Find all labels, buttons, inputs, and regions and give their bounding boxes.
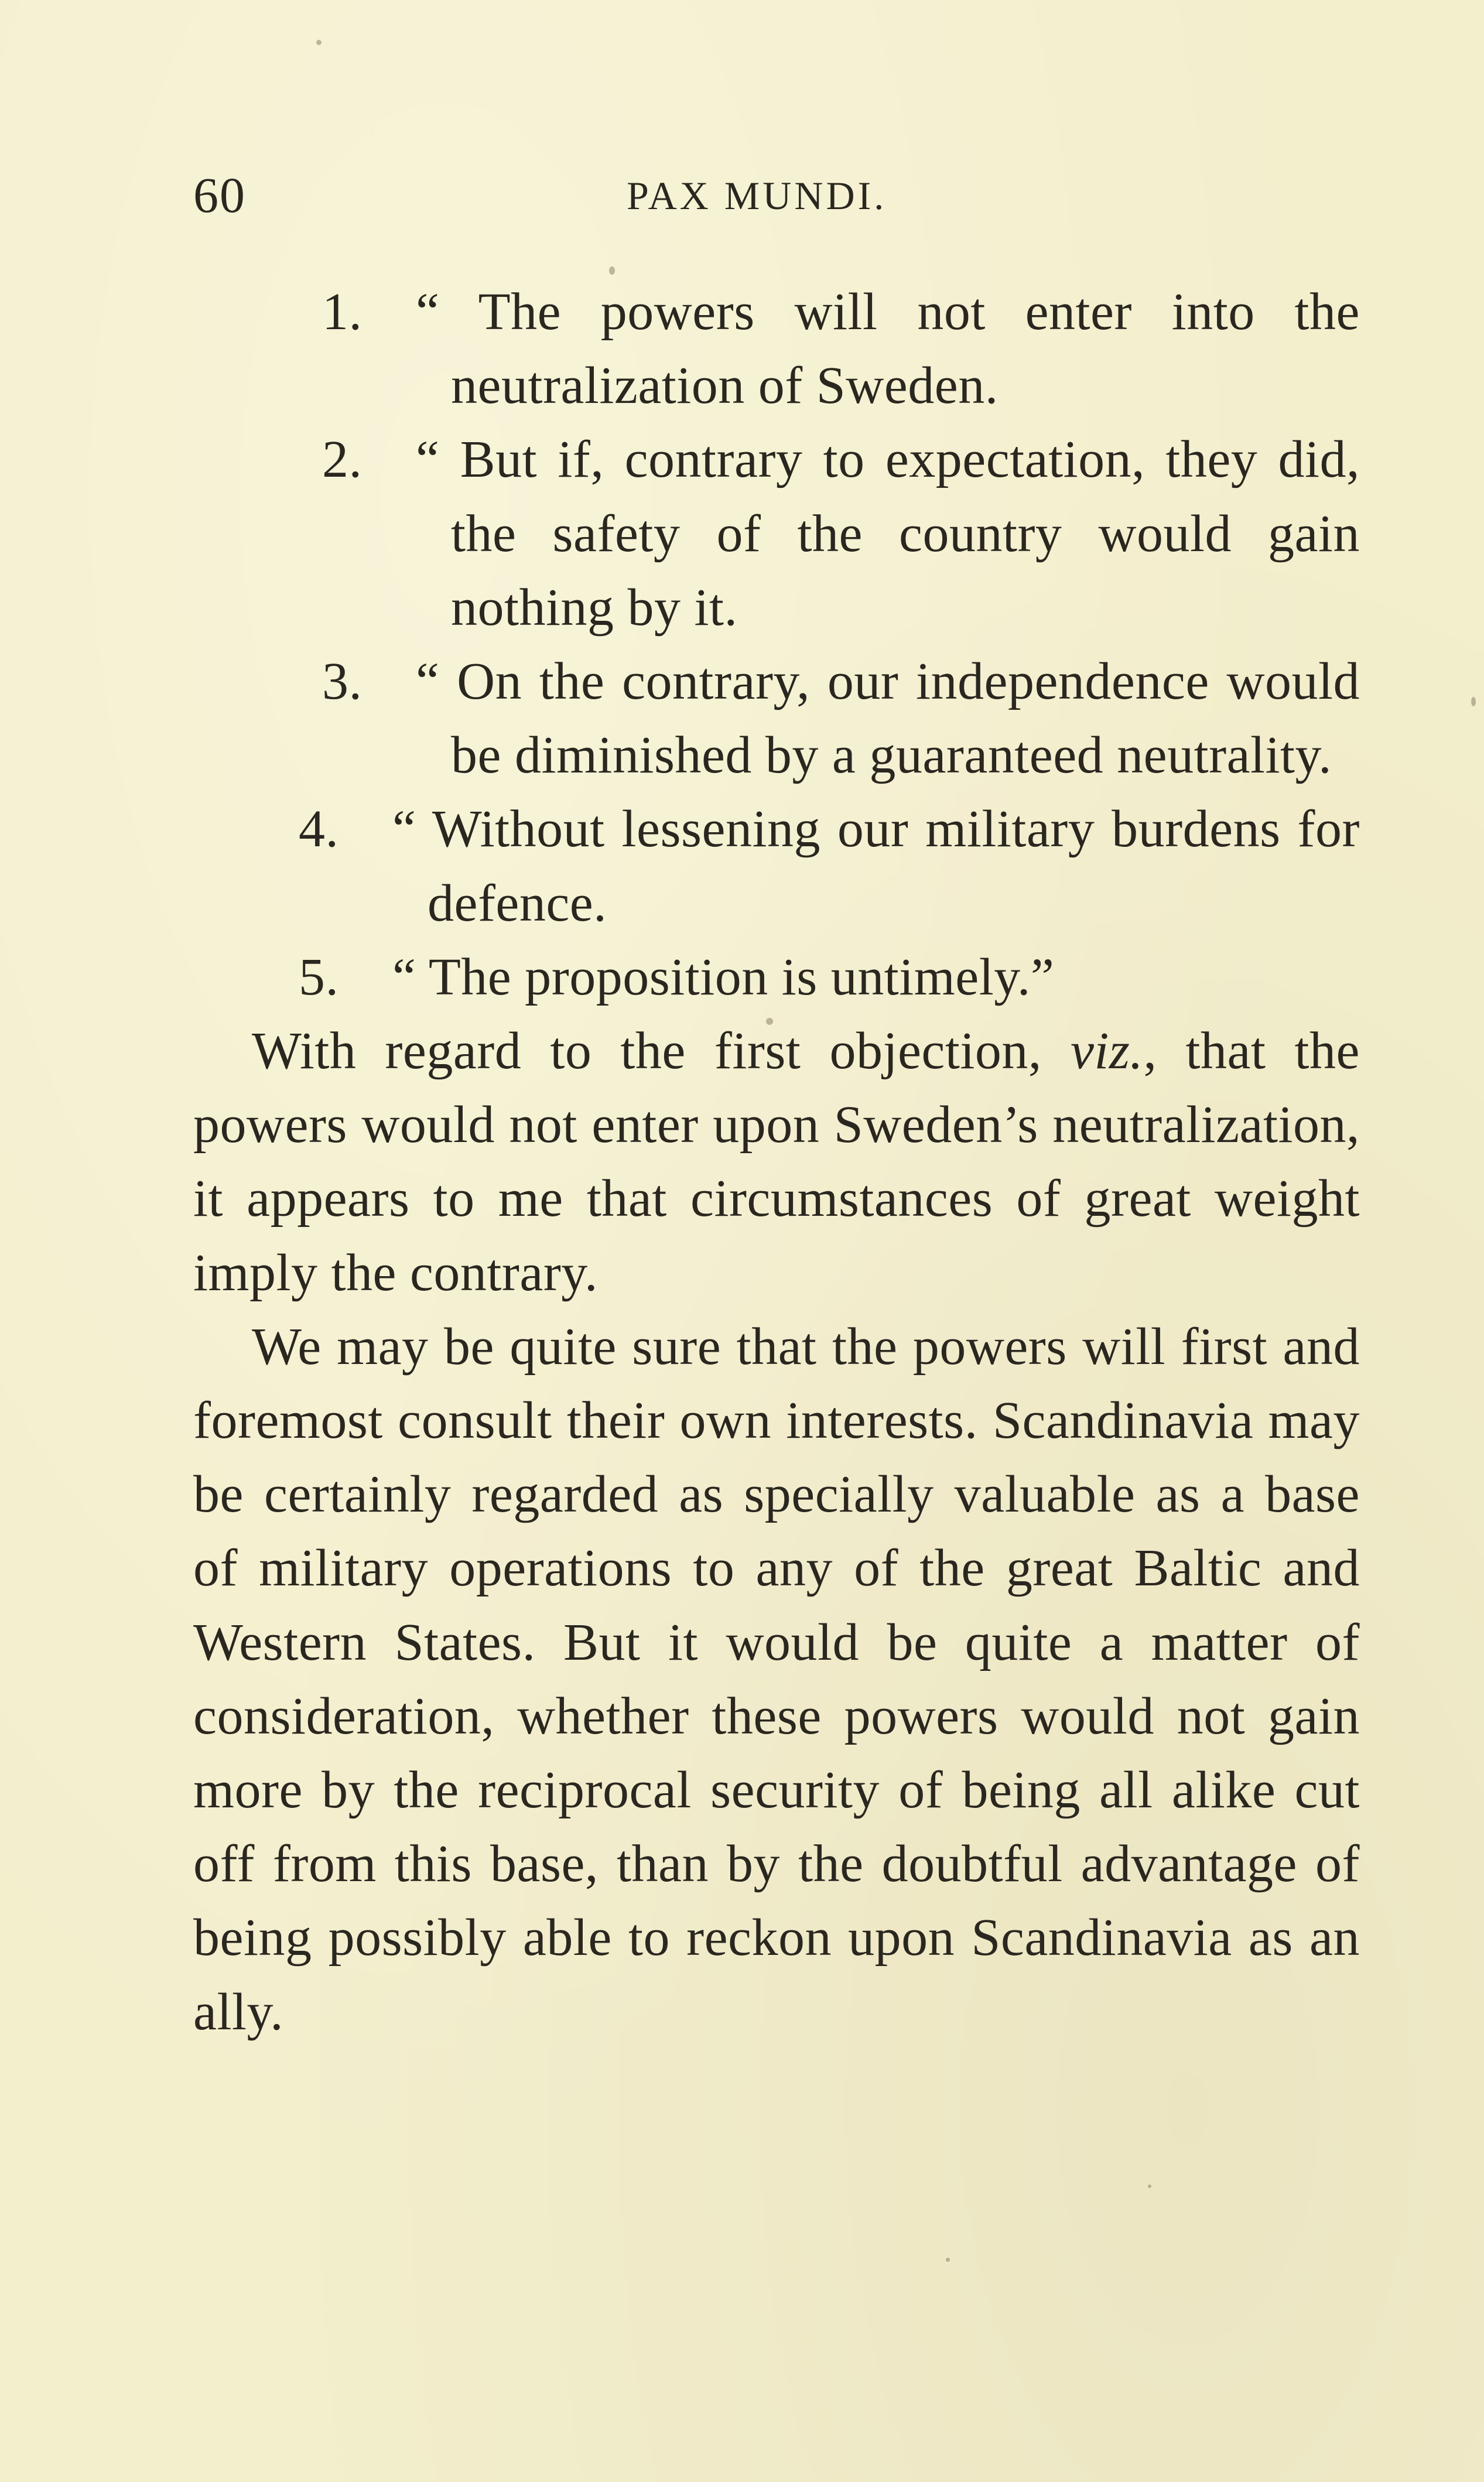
list-item-number: 4.	[299, 800, 339, 859]
paper-speck	[609, 266, 615, 275]
paper-speck	[946, 2258, 950, 2262]
running-head: PAX MUNDI.	[627, 173, 887, 218]
paragraph-text: With regard to the first objection,	[252, 1022, 1071, 1081]
italic-abbreviation: viz.	[1070, 1022, 1144, 1081]
list-item	[193, 275, 1360, 423]
list-item-text: “ But if, contrary to expectation, they did, the safety of the country would gain nothing by it.	[416, 430, 1360, 637]
paper-speck	[316, 40, 322, 45]
paragraph-first-objection	[193, 1014, 1360, 1310]
list-item	[193, 423, 1360, 645]
paragraph-text: , that the powers would not enter upon Sweden’s neutralization, it appears to me that circumstances of great weight imply the contrary.	[193, 1022, 1360, 1302]
list-item-number: 1.	[322, 283, 363, 341]
paragraph-powers-interests: We may be quite sure that the powers will first and foremost consult their own interests. Scandinavia may be certainly regarded as specially valuable as a base of military operations to any of the great Baltic and Western States. But it would be quite a matter of consideration, whether these powers would not gain more by the reciprocal security of being all alike cut off from this base, than by the doubtful advantage of being possibly able to reckon upon Scandinavia as an ally.	[193, 1317, 1360, 2041]
list-item-number: 2.	[322, 430, 363, 489]
paper-speck	[1148, 2184, 1151, 2188]
list-item	[193, 645, 1360, 792]
list-item-text: “ The proposition is untimely.”	[392, 948, 1055, 1006]
list-item-number: 5.	[299, 948, 339, 1006]
body-text	[193, 275, 1360, 2049]
list-item-number: 3.	[322, 652, 363, 711]
list-item	[193, 941, 1360, 1014]
list-item-text: “ Without lessening our military burdens for defence.	[392, 800, 1360, 932]
list-item-text: “ On the contrary, our independence would be diminished by a guaranteed neutrality.	[416, 652, 1360, 785]
list-item-text: “ The powers will not enter into the neutralization of Sweden.	[416, 283, 1360, 415]
paper-speck	[766, 1018, 773, 1025]
list-item	[193, 792, 1360, 940]
page-number: 60	[193, 167, 246, 223]
paper-speck	[1471, 697, 1476, 706]
